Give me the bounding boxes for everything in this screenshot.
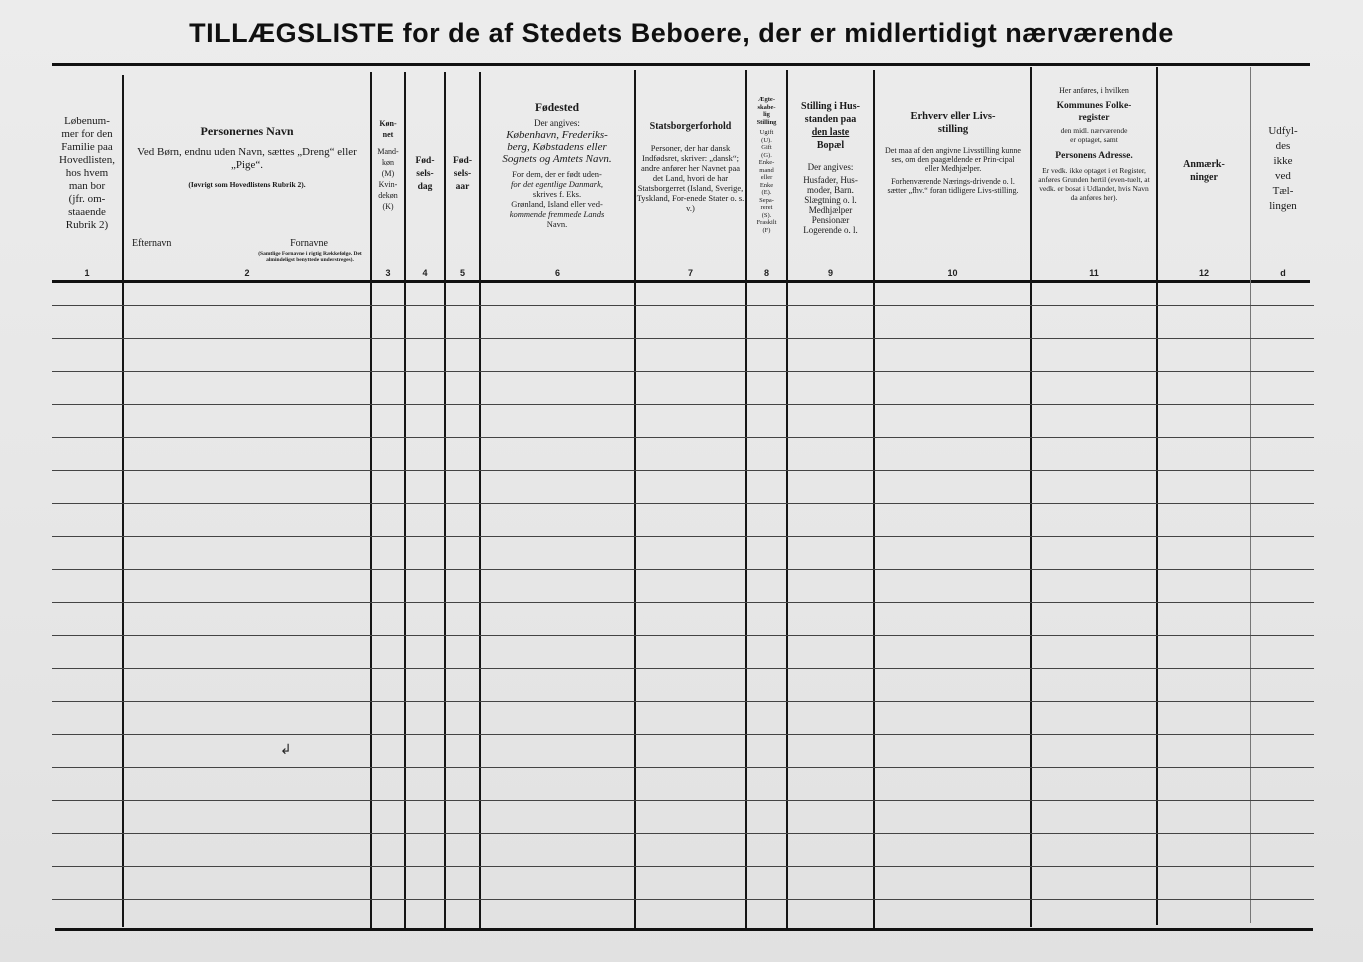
col-3-header: Køn- net Mand- køn (M) Kvin- dekøn (K) <box>377 119 399 211</box>
col-8-header: Ægte- skabe- lig Stilling Ugift (U). Gift (G). Enke- mand eller Enke (E). Sepa- reret (S). Fraskilt (F) <box>756 96 777 234</box>
col-6-heading: Fødested <box>534 102 580 114</box>
col-11-header: Her anføres, i hvilken Kommunes Folke- register den midl. nærværende er optaget, samt Personens Adresse. Er vedk. ikke optaget i et Register, anføres Grunden hertil (even-tuelt, at vedk. er bosat i Udlandet, hvis Navn da anføres her). <box>1038 86 1150 202</box>
col-number-6: 6 <box>554 268 560 278</box>
col-2-header <box>126 125 368 189</box>
col-2-surname-label: Efternavn <box>132 238 172 249</box>
col-1-header: Løbenum- mer for den Familie paa Hovedlisten, hos hvem man bor (jfr. om- staaende Rubrik 2) <box>59 115 115 231</box>
col-2-heading: Personernes Navn <box>200 125 294 138</box>
col-9-header: Stilling i Hus- standen paa den laste Bopæl Der angives: Husfader, Hus- moder, Barn. Slægtning o. l. Medhjælper Pensionær Logerende o. l. <box>801 101 860 235</box>
col-2-text: Ved Børn, endnu uden Navn, sættes „Dreng“ eller „Pige“. <box>137 146 357 171</box>
col-2-note: (Iøvrigt som Hovedlistens Rubrik 2). <box>188 180 306 189</box>
col-4-header: Fød- sels- dag <box>415 156 435 192</box>
col-number-7: 7 <box>687 268 693 278</box>
col-divider-12 <box>1250 67 1251 923</box>
col-2-subnote: (Samtlige Fornavne i rigtig Rækkefølge. Det almindeligst benyttede understreges). <box>258 251 362 263</box>
table-bottom-rule <box>55 928 1313 931</box>
col-divider-10 <box>1030 67 1032 927</box>
col-2-firstnames-label: Fornavne <box>290 238 328 249</box>
col-7-header <box>636 120 745 213</box>
col-number-1: 1 <box>84 268 90 278</box>
col-7-text: Personer, der har dansk Indfødsret, skriver: „dansk“; andre anfører her Navnet paa det Land, hvori de har Statsborgerret (Island, Sverige, Tyskland, For-enede Stater o. s. v.) <box>636 143 745 213</box>
col-number-4: 4 <box>422 268 428 278</box>
col-divider-11 <box>1156 67 1158 925</box>
col-10-header: Erhverv eller Livs- stilling Det maa af den angivne Livsstilling kunne ses, om den paagældende er Prin-cipal eller Medhjælper. Forhenværende Nærings-drivende o. l. sætter „fhv.“ foran tidligere Livs-stilling. <box>885 111 1021 195</box>
col-d-header: Udfyl- des ikke ved Tæl- lingen <box>1268 125 1298 212</box>
col-5-header: Fød- sels- aar <box>453 156 472 192</box>
col-number-5: 5 <box>459 268 465 278</box>
header-top-rule <box>52 63 1310 66</box>
col-number-d: d <box>1280 268 1286 278</box>
col-number-11: 11 <box>1089 268 1099 278</box>
form-title: TILLÆGSLISTE for de af Stedets Beboere, der er midlertidigt nærværende <box>189 18 1174 48</box>
col-number-12: 12 <box>1198 268 1209 278</box>
col-number-8: 8 <box>763 268 769 278</box>
header-bottom-rule <box>52 280 1310 283</box>
col-6-header: Fødested Der angives: København, Frederiks- berg, Købstadens eller Sognets og Amtets Navn. For dem, der er født uden- for det egentlige Danmark, skrives f. Eks. Grønland, Island eller ved- kommende fremmede Lands Navn. <box>481 102 633 229</box>
col-number-2: 2 <box>244 268 250 278</box>
handwritten-mark: ↲ <box>280 742 292 758</box>
col-number-10: 10 <box>947 268 958 278</box>
col-12-header: Anmærk- ninger <box>1183 159 1225 183</box>
col-number-9: 9 <box>827 268 833 278</box>
col-7-heading: Statsborgerforhold <box>649 121 732 132</box>
col-number-3: 3 <box>385 268 391 278</box>
